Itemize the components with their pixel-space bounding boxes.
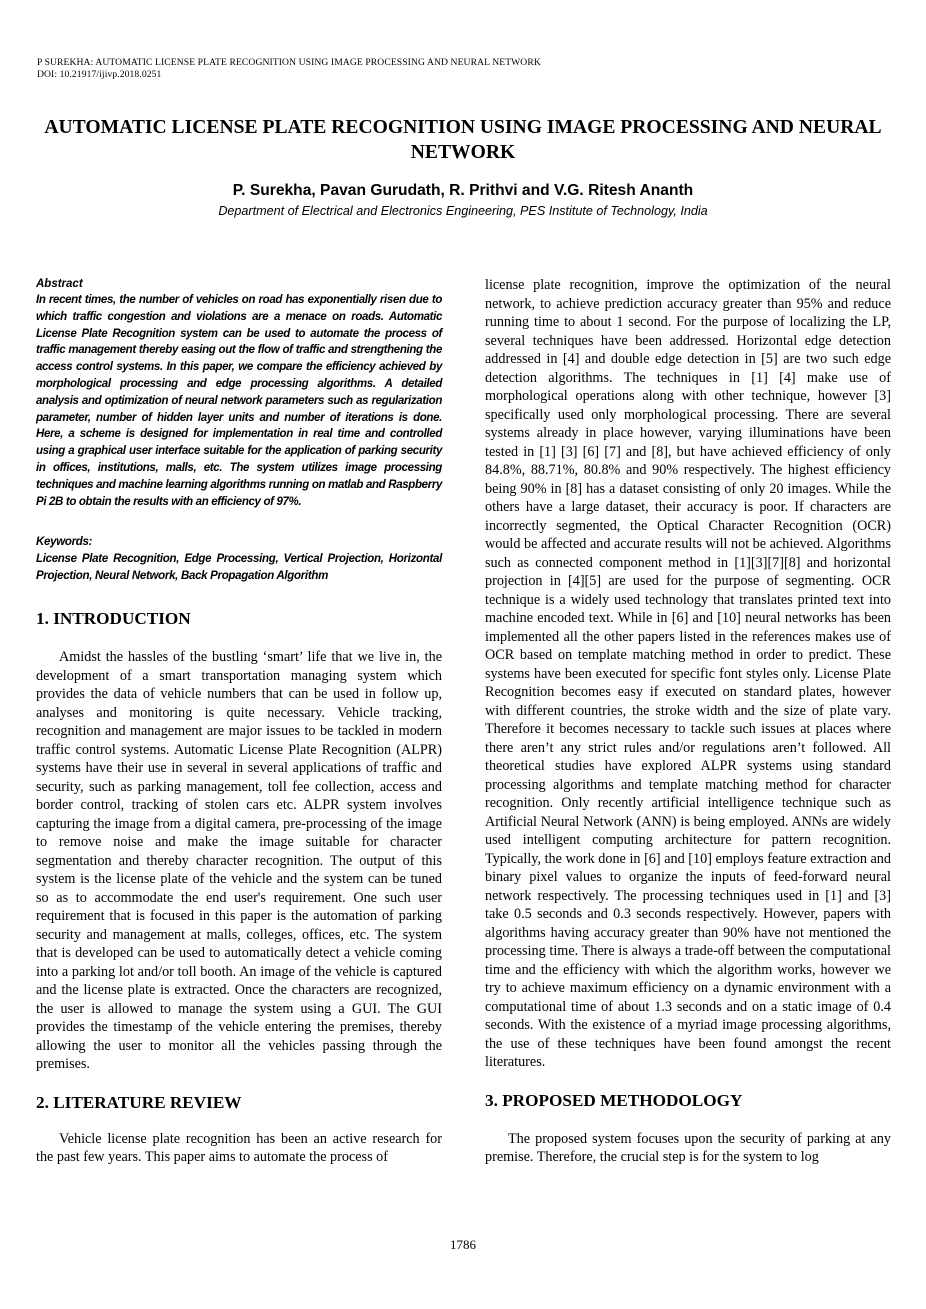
doi: DOI: 10.21917/ijivp.2018.0251 xyxy=(37,69,162,80)
affiliation: Department of Electrical and Electronics Engineering, PES Institute of Technology, India xyxy=(218,204,708,218)
keywords-text: License Plate Recognition, Edge Processing, Vertical Projection, Horizontal Projection, Neural Network, Back Propagation Algorithm xyxy=(36,553,442,582)
page-number: 1786 xyxy=(450,1237,476,1252)
literature-paragraph-continued: license plate recognition, improve the optimization of the neural network, to achieve prediction accuracy greater than 95% and reduce running time to about 1 second. For the purpose of localizing the LP, several techniques have been addressed. Horizontal edge detection addressed in [4] and double edge detection in [5] are two such edge detection algorithms. The techniques in [1] [4] make use of morphological operations along with other technique, however [3] specifically used only morphological processing. There are several systems already in place however, varying illuminations have been tested in [1] [3] [6] [7] and [8], but have achieved efficiency of only 84.8%, 88.71%, 80.8% and 90% respectively. The highest efficiency being 90% in [8] has a dataset consisting of only 20 images. While the others have a large dataset, their accuracy is poor. If characters are incorrectly segmented, the Optical Character Recognition (OCR) would be affected and accurate results will not be achieved. Algorithms such as connected component method in [1][3][7][8] and horizontal projection in [4][5] are used for the purpose of segmenting. OCR technique is a widely used technology that translates printed text into machine encoded text. While in [6] and [10] neural networks has been implemented all the other papers listed in the references makes use of OCR based on template matching method in order to predict. These systems have been executed for specific font styles only. License Plate Recognition becomes easy if executed on standard plates, however with different countries, the stroke width and the size of plate vary. Therefore it becomes necessary to tackle such issues at places where there aren’t any strict rules and/or regulations aren’t followed. All theoretical studies have explored ALPR systems using standard processing algorithms and template matching method for character recognition. Only recently artificial intelligence technique such as Artificial Neural Network (ANN) is being employed. ANNs are widely used intelligent computing architecture for pattern recognition. Typically, the work done in [6] and [10] employs feature extraction and binary pixel values to organize the inputs of feed-forward neural network respectively. The processing techniques used in [1] and [3] take 0.5 seconds and 0.3 seconds respectively. However, papers with algorithms having accuracy greater than 90% have not mentioned the processing time. There is always a trade-off between the computational time and the efficiency with which the algorithm works, however we try to achieve maximum efficiency on a dynamic environment with a computational time of about 1.3 seconds and on a static image of 0.4 seconds. With the existence of a myriad image processing algorithms, the use of these techniques have been found amongst the recent literatures. xyxy=(485,277,891,1070)
section-heading-literature-review: 2. LITERATURE REVIEW xyxy=(36,1092,242,1112)
running-head-title: P SUREKHA: AUTOMATIC LICENSE PLATE RECOGNITION USING IMAGE PROCESSING AND NEURAL NETWORK xyxy=(37,57,541,68)
abstract-heading: Abstract xyxy=(36,278,83,290)
paper-title: AUTOMATIC LICENSE PLATE RECOGNITION USING IMAGE PROCESSING AND NEURAL NETWORK xyxy=(44,117,882,163)
left-column xyxy=(36,276,442,1167)
authors: P. Surekha, Pavan Gurudath, R. Prithvi and V.G. Ritesh Ananth xyxy=(232,182,694,199)
abstract-text: In recent times, the number of vehicles on road has exponentially risen due to which traffic congestion and violations are a menace on roads. Automatic License Plate Recognition system can be used to automate the process of traffic management thereby easing out the flow of traffic and strengthening the access control systems. In this paper, we compare the efficiency achieved by morphological processing and edge processing algorithms. A detailed analysis and optimization of neural network parameters such as regularization parameter, number of hidden layer units and number of iterations is done. Here, a scheme is designed for implementation in real time and controlled using a graphical user interface suitable for the application of parking security in offices, institutions, malls, etc. The system utilizes image processing techniques and machine learning algorithms running on matlab and Raspberry Pi 2B to obtain the results with an efficiency of 97%. xyxy=(36,294,442,508)
literature-paragraph-start: Vehicle license plate recognition has been an active research for the past few years. This paper aims to automate the process of xyxy=(36,1130,442,1166)
section-heading-introduction: 1. INTRODUCTION xyxy=(36,609,191,629)
keywords-heading: Keywords: xyxy=(36,536,93,549)
methodology-paragraph: The proposed system focuses upon the security of parking at any premise. Therefore, the crucial step is for the system to log xyxy=(485,1130,891,1165)
running-head xyxy=(37,57,897,81)
right-column xyxy=(485,276,891,1167)
section-heading-proposed-methodology: 3. PROPOSED METHODOLOGY xyxy=(485,1090,743,1110)
introduction-paragraph: Amidst the hassles of the bustling ‘smart’ life that we live in, the development of a smart transportation managing system which provides the data of vehicle numbers that can be used in follow up, analyses and monitoring is quite necessary. Vehicle tracking, recognition and management are major issues to be tackled in modern traffic control systems. Automatic License Plate Recognition (ALPR) systems have their use in several in several applications of traffic and security, such as parking management, toll fee collection, access and border control, tracking of stolen cars etc. ALPR system involves capturing the image from a digital camera, pre-processing of the image to remove noise and make the image suitable for character segmentation and thereby character recognition. The output of this system is the license plate of the vehicle and the system can be tuned so as to accommodate the end user's requirement. One such user requirement that is focused in this paper is the automation of parking security and management at malls, colleges, offices, etc. The system that is developed can be used to automatically detect a vehicle coming into a parking lot and/or toll booth. An image of the vehicle is captured and the license plate is extracted. Once the characters are recognized, the user is allowed to manage the system using a GUI. The GUI provides the timestamp of the vehicle entering the premises, thereby allowing the user to monitor all the vehicles passing through the premises. xyxy=(36,649,442,1073)
